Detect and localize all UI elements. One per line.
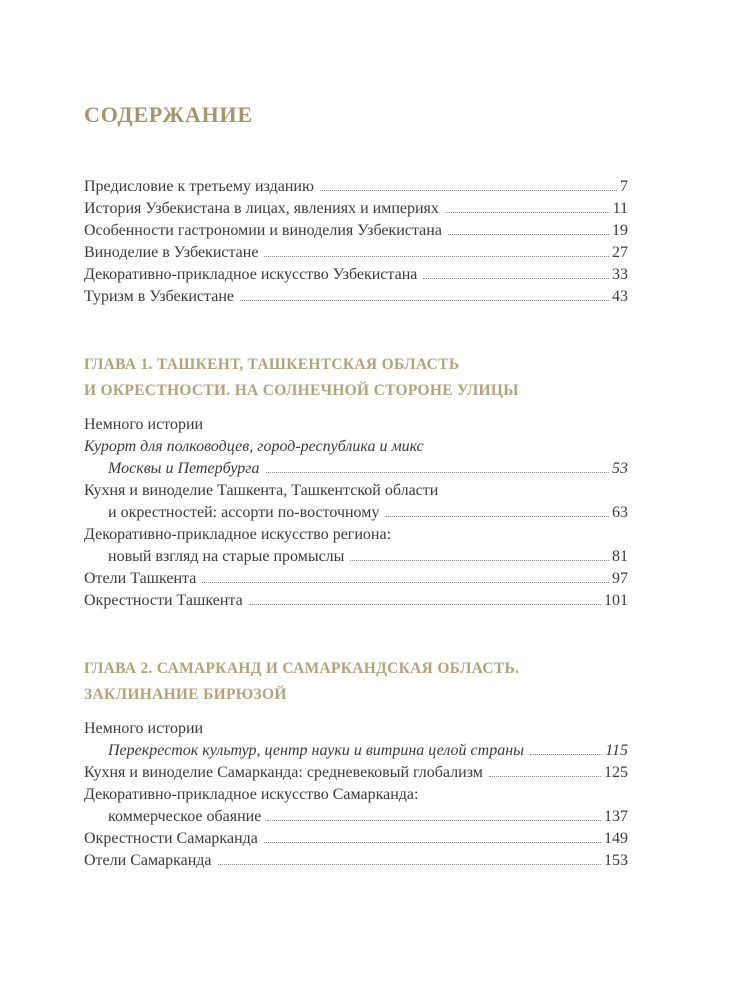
toc-entry — [84, 850, 628, 872]
page-number: 7 — [620, 178, 628, 195]
dot-leader — [385, 516, 609, 517]
page-number: 43 — [612, 288, 628, 305]
toc-section-chapter-2 — [84, 656, 628, 872]
dot-leader — [350, 560, 609, 561]
toc-entry-line — [84, 740, 628, 762]
toc-entry — [84, 568, 628, 590]
toc-entry-line — [84, 828, 628, 850]
toc-entry — [84, 828, 628, 850]
chapter-heading — [84, 352, 628, 404]
chapter-heading — [84, 656, 628, 708]
toc-sections — [84, 176, 628, 872]
toc-entry — [84, 176, 628, 198]
toc-section-intro — [84, 176, 628, 308]
toc-entry-text: Отели Самарканда — [84, 852, 212, 869]
page-number: 33 — [612, 266, 628, 283]
toc-entry-text: новый взгляд на старые промыслы — [108, 548, 345, 565]
toc-entry — [84, 480, 628, 524]
page-number: 53 — [612, 460, 628, 477]
toc-entry-text: Курорт для полководцев, город-республика и микс — [84, 438, 424, 455]
dot-leader — [202, 582, 609, 583]
dot-leader — [240, 300, 609, 301]
dot-leader — [249, 604, 601, 605]
toc-entry — [84, 198, 628, 220]
dot-leader — [489, 776, 601, 777]
page-number: 137 — [604, 808, 628, 825]
dot-leader — [530, 754, 602, 755]
toc-entry-line — [84, 502, 628, 524]
toc-entry-text: Москвы и Петербурга — [108, 460, 260, 477]
toc-entry-text: Декоративно-прикладное искусство Самарканда: — [84, 786, 419, 803]
toc-entry-text: Декоративно-прикладное искусство Узбекистана — [84, 266, 418, 283]
toc-entry — [84, 264, 628, 286]
toc-entry-text: Предисловие к третьему изданию — [84, 178, 314, 195]
toc-entry-line — [84, 762, 628, 784]
toc-entry — [84, 436, 628, 480]
toc-entry-text: Окрестности Самарканда — [84, 830, 258, 847]
toc-entry-line — [84, 850, 628, 872]
page-number: 11 — [612, 200, 628, 217]
toc-entry-line — [84, 480, 628, 502]
toc-entry-text: коммерческое обаяние — [108, 808, 262, 825]
chapter-heading-line: ЗАКЛИНАНИЕ БИРЮЗОЙ — [84, 686, 287, 703]
toc-entry-line — [84, 286, 628, 308]
page-number: 27 — [612, 244, 628, 261]
toc-entry-line — [84, 590, 628, 612]
toc-entry-text: Немного истории — [84, 416, 204, 433]
toc-entry-line — [84, 242, 628, 264]
toc-entry-line — [84, 546, 628, 568]
toc-entry-text: и окрестностей: ассорти по-восточному — [108, 504, 380, 521]
toc-entry-line — [84, 176, 628, 198]
dot-leader — [448, 234, 609, 235]
dot-leader — [320, 190, 617, 191]
toc-entry-text: Окрестности Ташкента — [84, 592, 243, 609]
toc-entry — [84, 414, 628, 436]
page-number: 125 — [604, 764, 628, 781]
dot-leader — [267, 820, 601, 821]
toc-entry-line — [84, 220, 628, 242]
toc-entry — [84, 524, 628, 568]
toc-entry-line — [84, 458, 628, 480]
chapter-heading-line: И ОКРЕСТНОСТИ. НА СОЛНЕЧНОЙ СТОРОНЕ УЛИЦЫ — [84, 382, 519, 399]
toc-entry-line — [84, 784, 628, 806]
toc-entry-line — [84, 414, 628, 436]
toc-entry — [84, 242, 628, 264]
dot-leader — [423, 278, 609, 279]
toc-entry — [84, 762, 628, 784]
toc-entry — [84, 740, 628, 762]
toc-entry-text: Туризм в Узбекистане — [84, 288, 234, 305]
toc-entry-line — [84, 436, 628, 458]
page-number: 19 — [612, 222, 628, 239]
toc-entry-text: Кухня и виноделие Ташкента, Ташкентской области — [84, 482, 439, 499]
page-number: 101 — [604, 592, 628, 609]
page-title: СОДЕРЖАНИЕ — [84, 102, 253, 127]
toc-entry-text: Немного истории — [84, 720, 204, 737]
toc-entry-line — [84, 718, 628, 740]
page-number: 115 — [605, 742, 628, 759]
dot-leader — [445, 212, 610, 213]
page-number: 81 — [612, 548, 628, 565]
chapter-heading-line: ГЛАВА 2. САМАРКАНД И САМАРКАНДСКАЯ ОБЛАСТЬ. — [84, 660, 520, 677]
toc-entry — [84, 590, 628, 612]
dot-leader — [218, 864, 601, 865]
toc-entry-line — [84, 524, 628, 546]
dot-leader — [264, 256, 609, 257]
toc-entry-text: Виноделие в Узбекистане — [84, 244, 259, 261]
page-number: 63 — [612, 504, 628, 521]
toc-section-chapter-1 — [84, 352, 628, 612]
chapter-heading-line: ГЛАВА 1. ТАШКЕНТ, ТАШКЕНТСКАЯ ОБЛАСТЬ — [84, 356, 460, 373]
toc-entry-text: Отели Ташкента — [84, 570, 197, 587]
page-number: 153 — [604, 852, 628, 869]
toc-entry — [84, 286, 628, 308]
page-number: 97 — [612, 570, 628, 587]
toc-entry-line — [84, 198, 628, 220]
toc-entry — [84, 220, 628, 242]
toc-entry-text: Кухня и виноделие Самарканда: средневековый глобализм — [84, 764, 483, 781]
toc-entry-text: Перекресток культур, центр науки и витрина целой страны — [108, 742, 524, 759]
toc-entry — [84, 718, 628, 740]
page-number: 149 — [604, 830, 628, 847]
toc-entry-line — [84, 806, 628, 828]
toc-entry-text: Декоративно-прикладное искусство региона: — [84, 526, 392, 543]
toc-entry-text: История Узбекистана в лицах, явлениях и империях — [84, 200, 439, 217]
dot-leader — [266, 472, 609, 473]
toc-entry-text: Особенности гастрономии и виноделия Узбекистана — [84, 222, 442, 239]
toc-entry — [84, 784, 628, 828]
dot-leader — [264, 842, 601, 843]
toc-entry-line — [84, 264, 628, 286]
toc-entry-line — [84, 568, 628, 590]
